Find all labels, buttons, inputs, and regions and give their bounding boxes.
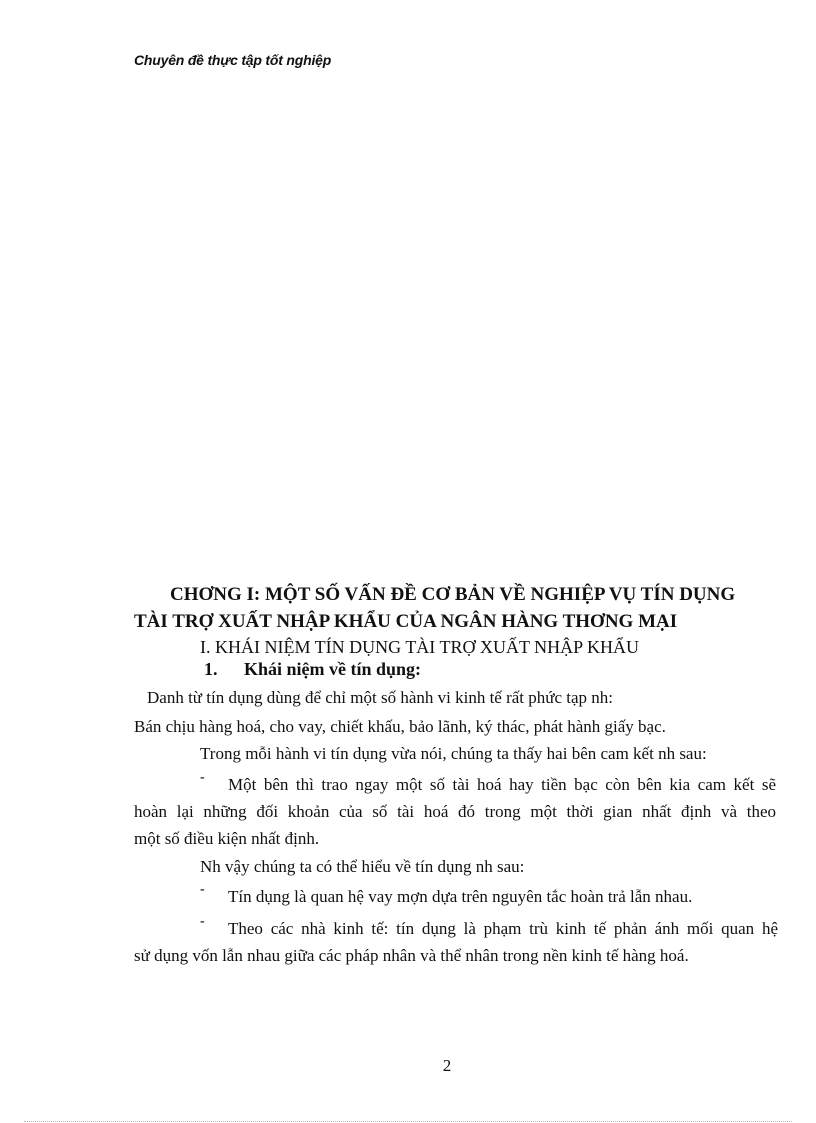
bullet-1-line-2: hoàn lại những đối khoản của số tài hoá đó trong một thời gian nhất định và theo xyxy=(134,802,776,821)
bullet-1-line-3: một số điều kiện nhất định. xyxy=(134,829,320,848)
paragraph-1: Danh từ tín dụng dùng để chỉ một số hành vi kinh tế rất phức tạp nh: xyxy=(147,688,614,707)
chapter-title-line-2: TÀI TRỢ XUẤT NHẬP KHẨU CỦA NGÂN HÀNG THƠNG MẠI xyxy=(134,611,678,632)
chapter-title-line-1: CHƠNG I: MỘT SỐ VẤN ĐỀ CƠ BẢN VỀ NGHIỆP VỤ TÍN DỤNG xyxy=(170,584,736,605)
subsection-number: 1. xyxy=(204,659,218,679)
page-number: 2 xyxy=(442,1056,452,1075)
bullet-marker-2: - xyxy=(200,882,205,897)
bullet-2: Tín dụng là quan hệ vay mợn dựa trên nguyên tắc hoàn trả lẫn nhau. xyxy=(228,887,693,906)
bullet-3-line-2: sử dụng vốn lẫn nhau giữa các pháp nhân và thể nhân trong nền kinh tế hàng hoá. xyxy=(134,946,689,965)
footer-divider xyxy=(24,1121,792,1122)
subsection-heading xyxy=(204,659,421,680)
bullet-marker-1: - xyxy=(200,770,205,785)
subsection-title: Khái niệm về tín dụng: xyxy=(244,659,422,679)
bullet-marker-3: - xyxy=(200,914,205,929)
section-heading: I. KHÁI NIỆM TÍN DỤNG TÀI TRỢ XUẤT NHẬP KHẨU xyxy=(200,637,639,657)
bullet-3-line-1: Theo các nhà kinh tế: tín dụng là phạm trù kinh tế phản ánh mối quan hệ xyxy=(228,919,778,938)
paragraph-2: Bán chịu hàng hoá, cho vay, chiết khấu, bảo lãnh, ký thác, phát hành giấy bạc. xyxy=(134,717,666,736)
paragraph-4: Nh vậy chúng ta có thể hiểu về tín dụng nh sau: xyxy=(200,857,525,876)
bullet-1-line-1: Một bên thì trao ngay một số tài hoá hay tiền bạc còn bên kia cam kết sẽ xyxy=(228,775,776,794)
running-header: Chuyên đề thực tập tốt nghiệp xyxy=(134,52,332,68)
paragraph-3: Trong mỗi hành vi tín dụng vừa nói, chúng ta thấy hai bên cam kết nh sau: xyxy=(200,744,707,763)
